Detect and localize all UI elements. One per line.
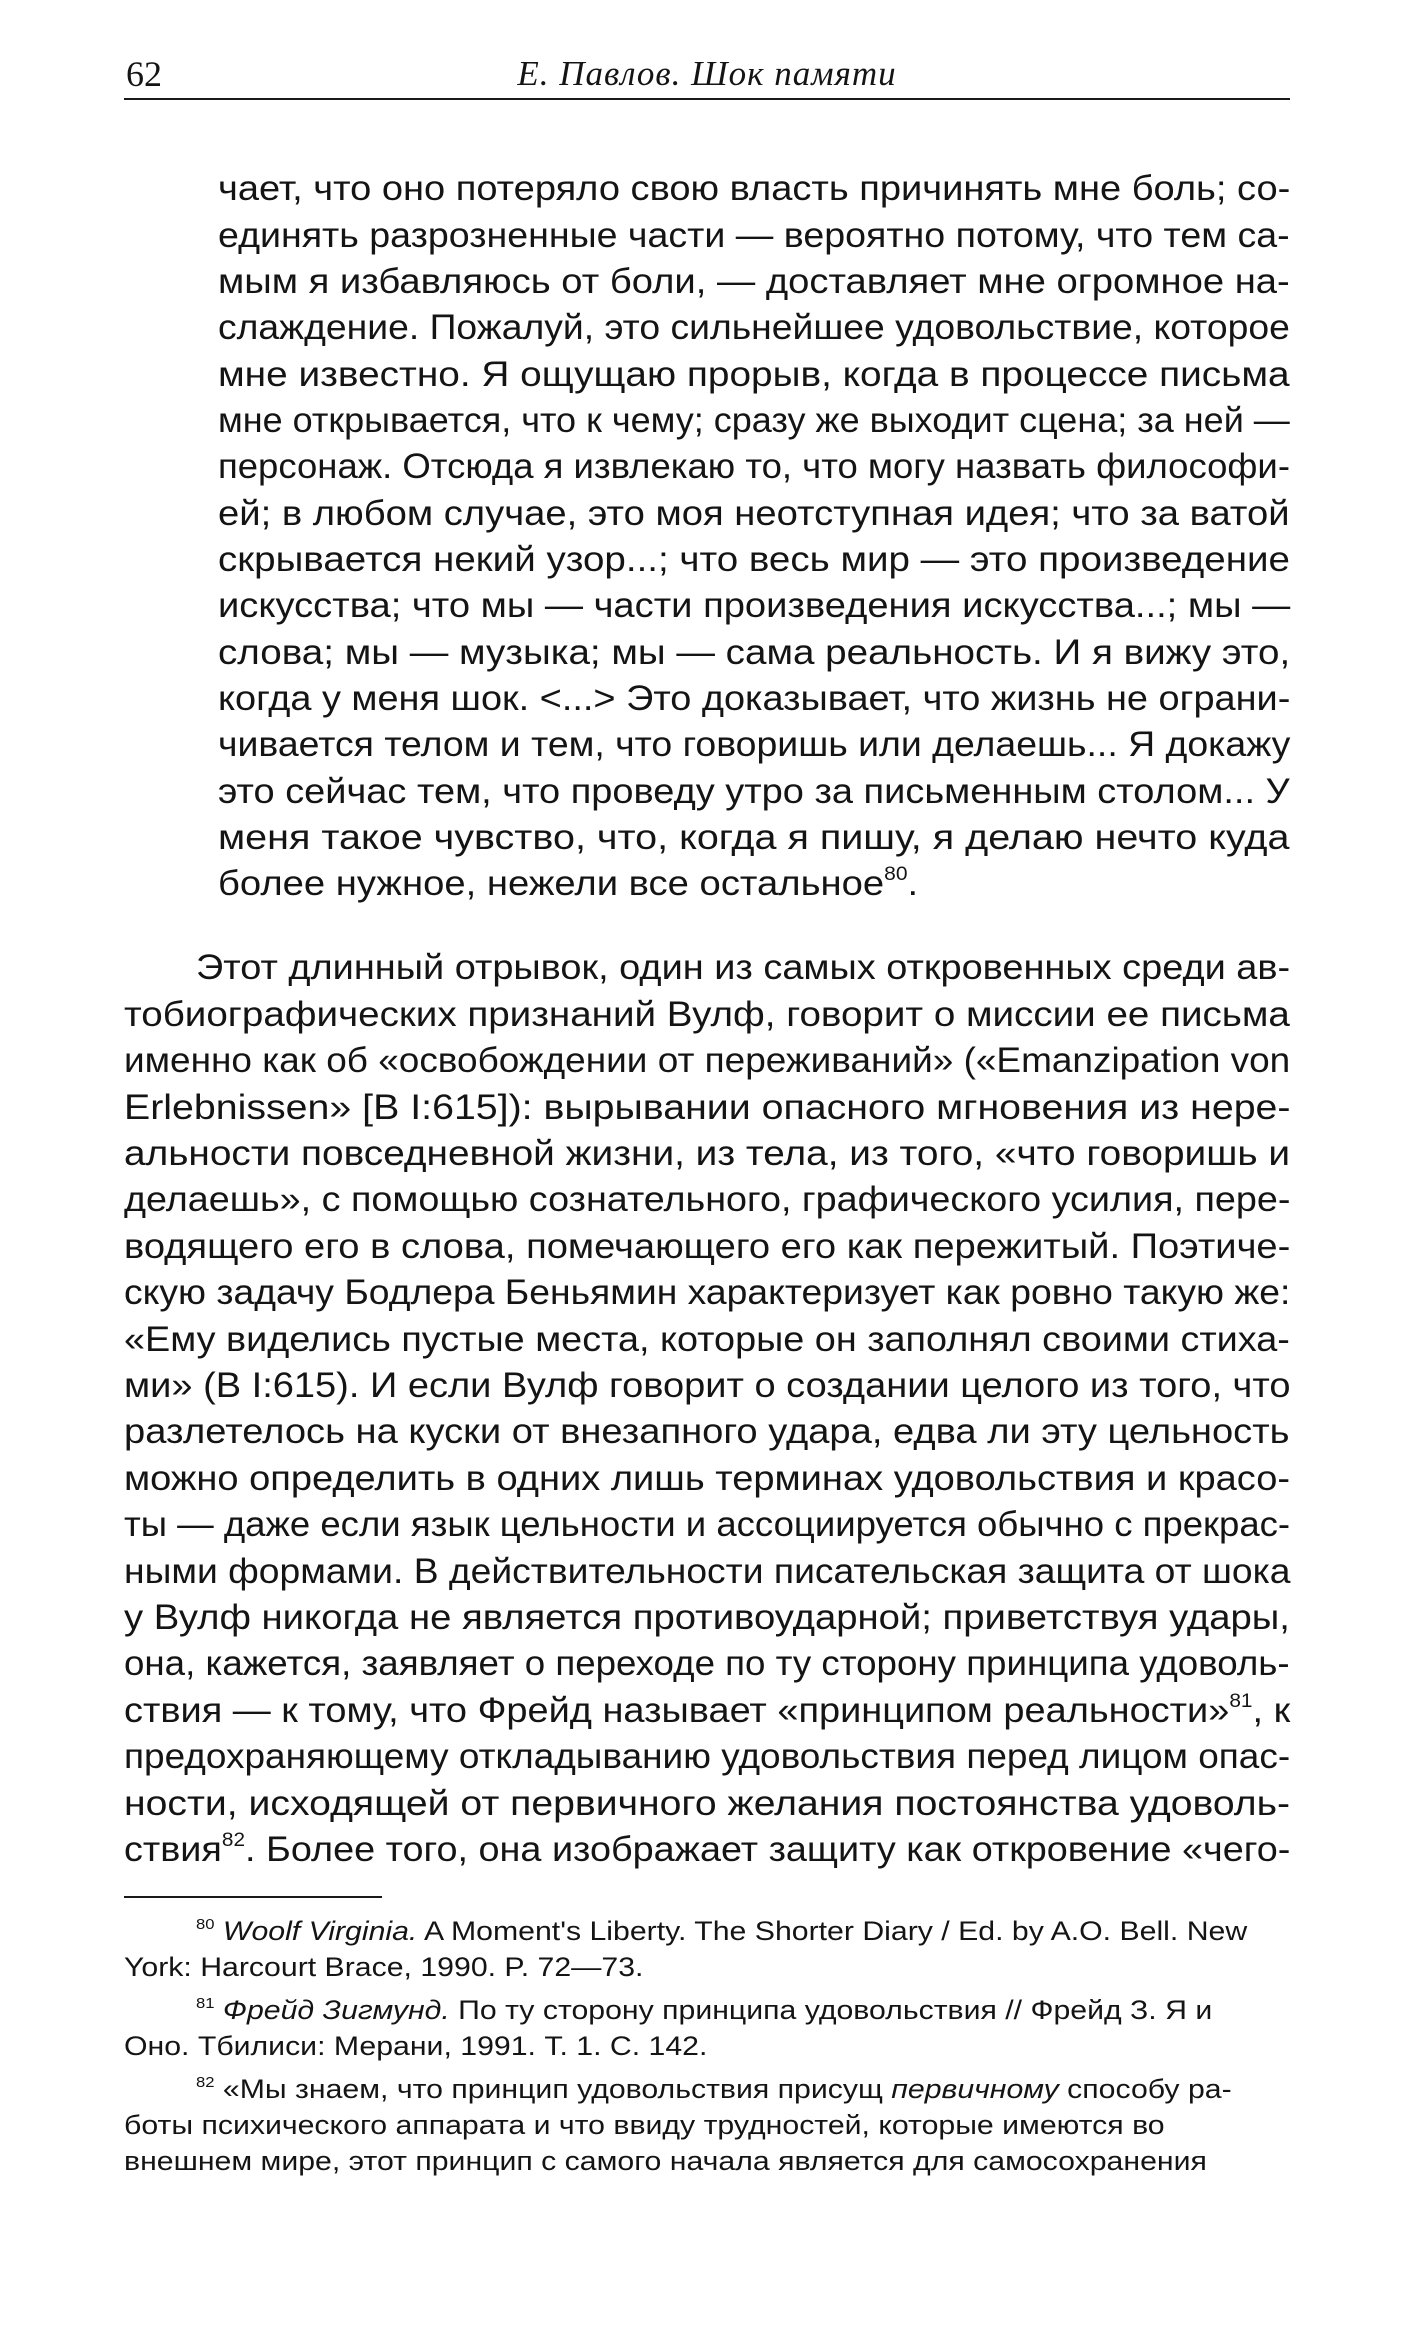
- footnote-81-cont: Оно. Тбилиси: Мерани, 1991. Т. 1. С. 142.: [124, 2031, 708, 2061]
- quote-line: чивается телом и тем, что говоришь или делаешь... Я докажу: [218, 724, 1291, 764]
- running-title: Е. Павлов. Шок памяти: [517, 54, 897, 93]
- quote-line: ей; в любом случае, это моя неотступная идея; что за ватой: [218, 493, 1290, 533]
- quote-line: чает, что оно потеряло свою власть причинять мне боль; со-: [218, 168, 1291, 208]
- quote-line: мым я избавляюсь от боли, — доставляет мне огромное на-: [218, 261, 1290, 301]
- body-line: ными формами. В действительности писательская защита от шока: [124, 1551, 1291, 1591]
- footnote-author: Фрейд Зигмунд.: [222, 1995, 450, 2025]
- quote-line: это сейчас тем, что проведу утро за письменным столом... У: [218, 771, 1290, 811]
- quote-line: слова; мы — музыка; мы — сама реальность. И я вижу это,: [218, 632, 1291, 672]
- body-line: именно как об «освобождении от переживаний» («Emanzipation von: [124, 1040, 1291, 1080]
- body-line: альности повседневной жизни, из тела, из того, «что говоришь и: [124, 1133, 1291, 1173]
- body-line: Erlebnissen» [В I:615]): вырывании опасного мгновения из нере-: [124, 1087, 1291, 1127]
- footnote-emphasis: первичному: [891, 2074, 1059, 2104]
- body-line: водящего его в слова, помечающего его как пережитый. Поэтиче-: [124, 1226, 1291, 1266]
- body-line: у Вулф никогда не является противоударной; приветствуя удары,: [124, 1597, 1290, 1637]
- quote-line: когда у меня шок. <...> Это доказывает, что жизнь не ограни-: [218, 678, 1291, 718]
- running-header: [124, 50, 1290, 100]
- body-line: разлетелось на куски от внезапного удара, едва ли эту цельность: [124, 1411, 1290, 1451]
- footnote-ref: 81: [1229, 1690, 1253, 1713]
- body-text-run: , к: [1252, 1690, 1291, 1730]
- footnote-82-cont: внешнем мире, этот принцип с самого начала является для самосохранения: [124, 2146, 1207, 2176]
- body-text-run: ствия — к тому, что Фрейд называет «принципом реальности»: [124, 1690, 1230, 1730]
- quote-line: мне открывается, что к чему; сразу же выходит сцена; за ней —: [218, 400, 1290, 440]
- footnote-marker: 80: [196, 1916, 215, 1933]
- quote-line: искусства; что мы — части произведения искусства...; мы —: [218, 585, 1291, 625]
- footnote-82: [196, 2072, 1232, 2106]
- quote-line: единять разрозненные части — вероятно потому, что тем са-: [218, 215, 1290, 255]
- body-text-run: . Более того, она изображает защиту как откровение «чего-: [245, 1829, 1291, 1869]
- quote-line: скрывается некий узор...; что весь мир — это произведение: [218, 539, 1290, 579]
- body-line: можно определить в одних лишь терминах удовольствия и красо-: [124, 1458, 1291, 1498]
- body-line: ми» (В I:615). И если Вулф говорит о создании целого из того, что: [124, 1365, 1291, 1405]
- footnote-text: A Moment's Liberty. The Shorter Diary / Ed. by A.O. Bell. New: [417, 1916, 1248, 1946]
- footnote-author: Woolf Virginia.: [222, 1916, 418, 1946]
- quote-period: .: [907, 863, 919, 903]
- footnote-ref: 82: [221, 1829, 246, 1852]
- quote-line: слаждение. Пожалуй, это сильнейшее удовольствие, которое: [218, 307, 1290, 347]
- quote-line: мне известно. Я ощущаю прорыв, когда в процессе письма: [218, 354, 1290, 394]
- footnote-81: [196, 1993, 1212, 2027]
- body-line: [124, 1826, 1290, 1872]
- body-line: делаешь», с помощью сознательного, графического усилия, пере-: [124, 1179, 1291, 1219]
- body-line: [124, 1687, 1290, 1733]
- quote-text: более нужное, нежели все остальное: [218, 863, 885, 903]
- footnote-ref: 80: [884, 863, 908, 886]
- footnote-82-cont: боты психического аппарата и что ввиду трудностей, которые имеются во: [124, 2110, 1165, 2140]
- body-line: ты — даже если язык цельности и ассоциируется обычно с прекрас-: [124, 1504, 1291, 1544]
- quote-line: персонаж. Отсюда я извлекаю то, что могу назвать философи-: [218, 446, 1290, 486]
- footnote-80-cont: York: Harcourt Brace, 1990. P. 72—73.: [124, 1952, 644, 1982]
- footnote-separator: [124, 1896, 382, 1898]
- footnote-text: «Мы знаем, что принцип удовольствия присущ: [214, 2074, 892, 2104]
- footnote-text: способу ра-: [1058, 2074, 1232, 2104]
- body-line: предохраняющему откладыванию удовольствия перед лицом опас-: [124, 1736, 1291, 1776]
- quote-line: меня такое чувство, что, когда я пишу, я делаю нечто куда: [218, 817, 1290, 857]
- quote-last-line: [218, 860, 918, 906]
- body-line: скую задачу Бодлера Беньямин характеризует как ровно такую же:: [124, 1272, 1291, 1312]
- body-line: Этот длинный отрывок, один из самых откровенных среди ав-: [196, 947, 1291, 987]
- body-line: тобиографических признаний Вулф, говорит о миссии ее письма: [124, 994, 1290, 1034]
- footnote-80: [196, 1914, 1247, 1948]
- footnote-text: По ту сторону принципа удовольствия // Фрейд З. Я и: [449, 1995, 1213, 2025]
- body-text-run: ствия: [124, 1829, 222, 1869]
- page-number: 62: [126, 54, 162, 94]
- body-line: «Ему виделись пустые места, которые он заполнял своими стиха-: [124, 1319, 1290, 1359]
- body-line: ности, исходящей от первичного желания постоянства удоволь-: [124, 1783, 1291, 1823]
- body-line: она, кажется, заявляет о переходе по ту сторону принципа удоволь-: [124, 1643, 1290, 1683]
- footnote-marker: 82: [196, 2074, 215, 2091]
- footnote-marker: 81: [196, 1995, 215, 2012]
